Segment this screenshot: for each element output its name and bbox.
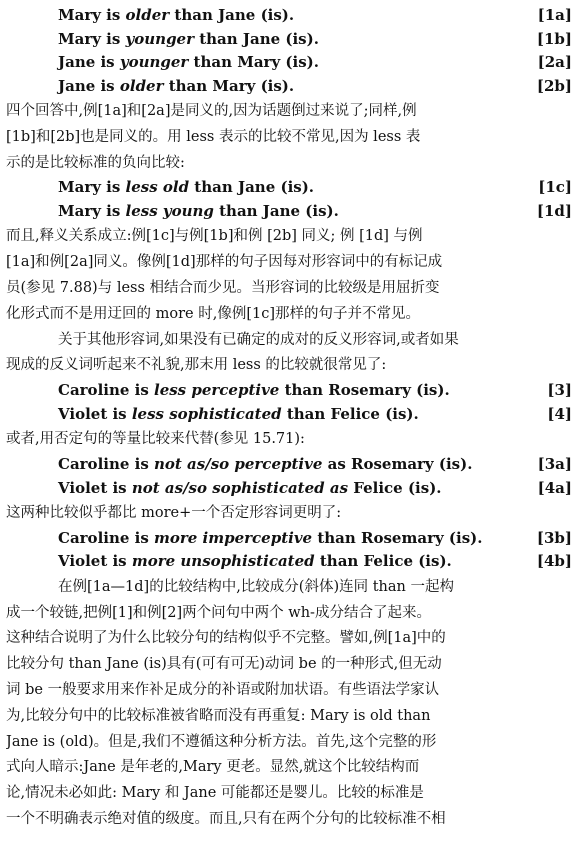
example-text (58, 452, 472, 477)
example-sentence (58, 452, 572, 477)
body-text-line: 为,比较分句中的比较标准被省略而没有再重复: Mary is old than (6, 707, 431, 724)
example-rest: than Jane (is). (194, 29, 319, 48)
example-subject: Violet is (58, 478, 132, 497)
example-text (58, 549, 452, 574)
body-text-line: 式向人暗示:Jane 是年老的,Mary 更老。显然,就这个比较结构而 (6, 759, 420, 776)
example-rest: than Rosemary (is). (279, 381, 450, 400)
example-sentence (58, 549, 572, 574)
example-rest: Rosemary (is). (350, 455, 473, 473)
body-text-line: 示的是比较标准的负向比较: (6, 154, 185, 171)
example-rest: Felice (is). (353, 478, 442, 497)
example-number: [4b] (536, 552, 572, 571)
example-subject: Caroline is (58, 455, 154, 473)
example-sentence (58, 74, 572, 99)
example-subject: Mary is (58, 29, 126, 48)
example-number: [3b] (536, 528, 572, 547)
body-text-line: 这种结合说明了为什么比较分句的结构似乎不完整。譬如,例[1a]中的 (6, 630, 446, 647)
example-rest: than Jane (is). (213, 201, 339, 220)
body-text-line: 四个回答中,例[1a]和[2a]是同义的,因为话题倒过来说了;同样,例 (6, 103, 417, 119)
example-text (58, 526, 482, 551)
example-number: [1d] (536, 201, 572, 220)
comparative-italic: older (119, 76, 164, 95)
example-text (58, 27, 319, 52)
example-number: [3] (547, 381, 572, 400)
example-sentence (58, 526, 572, 551)
example-text (58, 50, 319, 75)
example-connector: as (322, 455, 351, 473)
comparative-italic: more unsophisticated (131, 552, 315, 571)
example-subject: Mary is (58, 6, 126, 24)
comparative-italic: less old (125, 178, 190, 197)
example-subject: Caroline is (58, 381, 154, 400)
example-sentence (58, 378, 572, 403)
example-rest: than Rosemary (is). (312, 528, 483, 547)
example-sentence (58, 476, 572, 501)
example-subject: Jane is (58, 76, 120, 95)
comparative-italic: not as/so sophisticated as (131, 478, 349, 497)
body-text-line: 而且,释义关系成立:例[1c]与例[1b]和例 [2b] 同义; 例 [1d] 与例 (6, 228, 423, 245)
body-text-line: Jane is (old)。但是,我们不遵循这种分析方法。首先,这个完整的形 (6, 733, 437, 750)
example-text (58, 199, 339, 224)
example-sentence (58, 3, 572, 28)
example-rest: than Jane (is). (169, 6, 295, 24)
example-number: [4a] (537, 478, 572, 497)
example-text (58, 402, 419, 427)
example-number: [2a] (537, 53, 572, 71)
body-text-line: 一个不明确表示绝对值的级度。而且,只有在两个分句的比较标准不相 (6, 811, 446, 827)
example-rest: than Felice (is). (314, 552, 452, 571)
example-sentence (58, 50, 572, 75)
example-number: [1a] (537, 6, 572, 24)
body-text-line: [1a]和例[2a]同义。像例[1d]那样的句子因每对形容词中的有标记成 (6, 254, 443, 271)
example-subject: Violet is (58, 552, 132, 571)
example-rest: than Felice (is). (281, 404, 419, 423)
body-text-line: 成一个较链,把例[1]和例[2]两个问句中两个 wh-成分结合了起来。 (6, 604, 431, 621)
example-text (58, 3, 294, 28)
example-text (58, 74, 294, 99)
body-text-line: 这两种比较似乎都比 more+一个否定形容词更明了: (6, 505, 342, 521)
comparative-italic: less sophisticated (131, 404, 282, 423)
example-sentence (58, 175, 572, 200)
comparative-italic: older (125, 6, 170, 24)
comparative-italic: more imperceptive (154, 528, 313, 547)
example-subject: Violet is (58, 404, 132, 423)
body-text-line: 化形式而不是用迂回的 more 时,像例[1c]那样的句子并不常见。 (6, 305, 420, 322)
comparative-italic: not as/so perceptive (154, 455, 323, 473)
example-number: [1b] (536, 29, 572, 48)
body-text-line: 员(参见 7.88)与 less 相结合而少见。当形容词的比较级是用屈折变 (6, 280, 440, 296)
example-subject: Mary is (58, 201, 126, 220)
body-text-line: 论,情况未必如此: Mary 和 Jane 可能都还是婴儿。比较的标准是 (6, 785, 424, 802)
example-subject: Mary is (58, 178, 126, 197)
body-text-line: 或者,用否定句的等量比较来代替(参见 15.71): (6, 431, 305, 448)
body-text-line: 现成的反义词听起来不礼貌,那末用 less 的比较就很常见了: (6, 357, 387, 374)
example-rest: than Jane (is). (189, 178, 315, 197)
example-subject: Caroline is (58, 528, 154, 547)
example-text (58, 378, 450, 403)
example-number: [4] (547, 404, 572, 423)
example-sentence (58, 27, 572, 52)
body-text-line: 在例[1a—1d]的比较结构中,比较成分(斜体)连同 than 一起构 (58, 578, 454, 595)
example-rest: than Mary (is). (188, 53, 319, 71)
example-text (58, 175, 314, 200)
body-text-line: [1b]和[2b]也是同义的。用 less 表示的比较不常见,因为 less 表 (6, 128, 421, 145)
comparative-italic: less young (125, 201, 214, 220)
body-text-line: 比较分句 than Jane (is)具有(可有可无)动词 be 的一种形式,但无动 (6, 656, 442, 673)
example-number: [1c] (538, 178, 572, 197)
comparative-italic: younger (125, 29, 194, 48)
example-number: [2b] (536, 76, 572, 95)
comparative-italic: younger (119, 53, 189, 71)
example-number: [3a] (537, 455, 572, 473)
comparative-italic: less perceptive (154, 381, 280, 400)
example-text (58, 476, 442, 501)
example-sentence (58, 402, 572, 427)
example-sentence (58, 199, 572, 224)
body-text-line: 关于其他形容词,如果没有已确定的成对的反义形容词,或者如果 (58, 331, 459, 348)
example-rest: than Mary (is). (163, 76, 295, 95)
example-subject: Jane is (58, 53, 120, 71)
body-text-line: 词 be 一般要求用来作补足成分的补语或附加状语。有些语法学家认 (6, 682, 440, 698)
